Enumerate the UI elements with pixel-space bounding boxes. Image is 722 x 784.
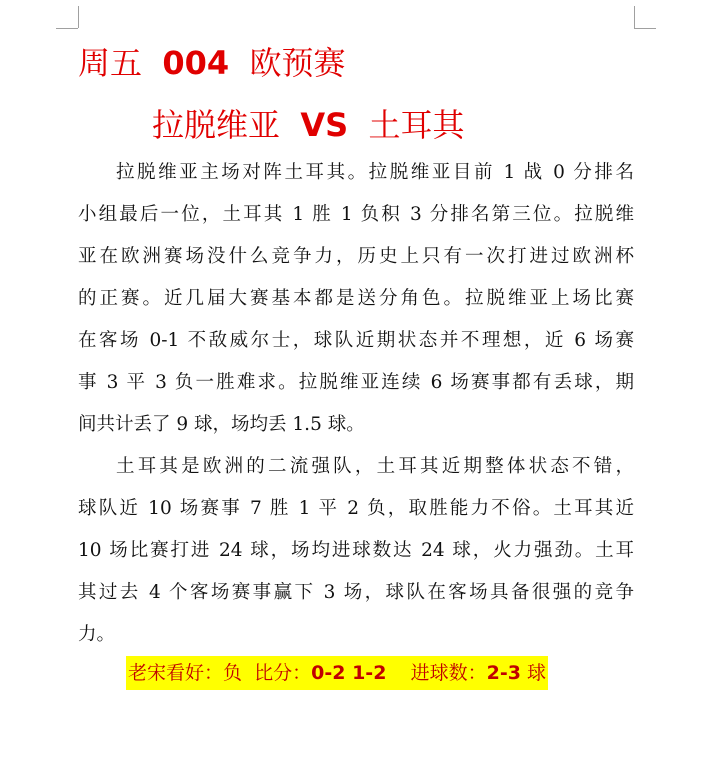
text-line: 其过去 4 个客场赛事赢下 3 场，球队在客场具备很强的竞争 — [78, 582, 634, 603]
away-team: 土耳其 — [368, 106, 465, 144]
text-line: 在客场 0-1 不敌威尔士，球队近期状态并不理想，近 6 场赛 — [78, 330, 634, 351]
match-day: 周五 — [78, 44, 143, 82]
match-code: 004 — [162, 44, 230, 82]
text-line: 亚在欧洲赛场没什么竞争力，历史上只有一次打进过欧洲杯 — [78, 246, 634, 267]
text-line: 小组最后一位，土耳其 1 胜 1 负积 3 分排名第三位。拉脱维 — [78, 204, 634, 225]
home-team: 拉脱维亚 — [152, 106, 281, 144]
text-line: 10 场比赛打进 24 球，场均进球数达 24 球，火力强劲。土耳 — [78, 540, 634, 561]
goals-unit: 球 — [526, 662, 546, 684]
text-line: 的正赛。近几届大赛基本都是送分角色。拉脱维亚上场比赛 — [78, 288, 634, 309]
goals-label: 进球数： — [410, 662, 487, 684]
text-line: 拉脱维亚主场对阵土耳其。拉脱维亚目前 1 战 0 分排名 — [116, 162, 634, 183]
text-line: 力。 — [78, 624, 116, 645]
text-line: 土耳其是欧洲的二流强队，土耳其近期整体状态不错， — [116, 456, 634, 477]
text-line: 事 3 平 3 负一胜难求。拉脱维亚连续 6 场赛事都有丢球，期 — [78, 372, 634, 393]
prediction-label: 老宋看好： — [128, 662, 224, 684]
prediction-highlight — [126, 656, 548, 690]
score-label: 比分： — [254, 662, 312, 684]
crop-mark — [634, 28, 656, 29]
crop-mark — [78, 6, 79, 28]
league-name: 欧预赛 — [249, 44, 346, 82]
match-title — [152, 100, 465, 146]
goals-value: 2-3 — [486, 662, 521, 684]
vs-label: VS — [300, 106, 349, 144]
match-header — [78, 38, 346, 84]
text-line: 球队近 10 场赛事 7 胜 1 平 2 负，取胜能力不俗。土耳其近 — [78, 498, 634, 519]
crop-mark — [56, 28, 78, 29]
prediction-result: 负 — [223, 662, 243, 684]
score-values: 0-2 1-2 — [311, 662, 387, 684]
text-line: 间共计丢了 9 球，场均丢 1.5 球。 — [78, 414, 365, 435]
crop-mark — [634, 6, 635, 28]
